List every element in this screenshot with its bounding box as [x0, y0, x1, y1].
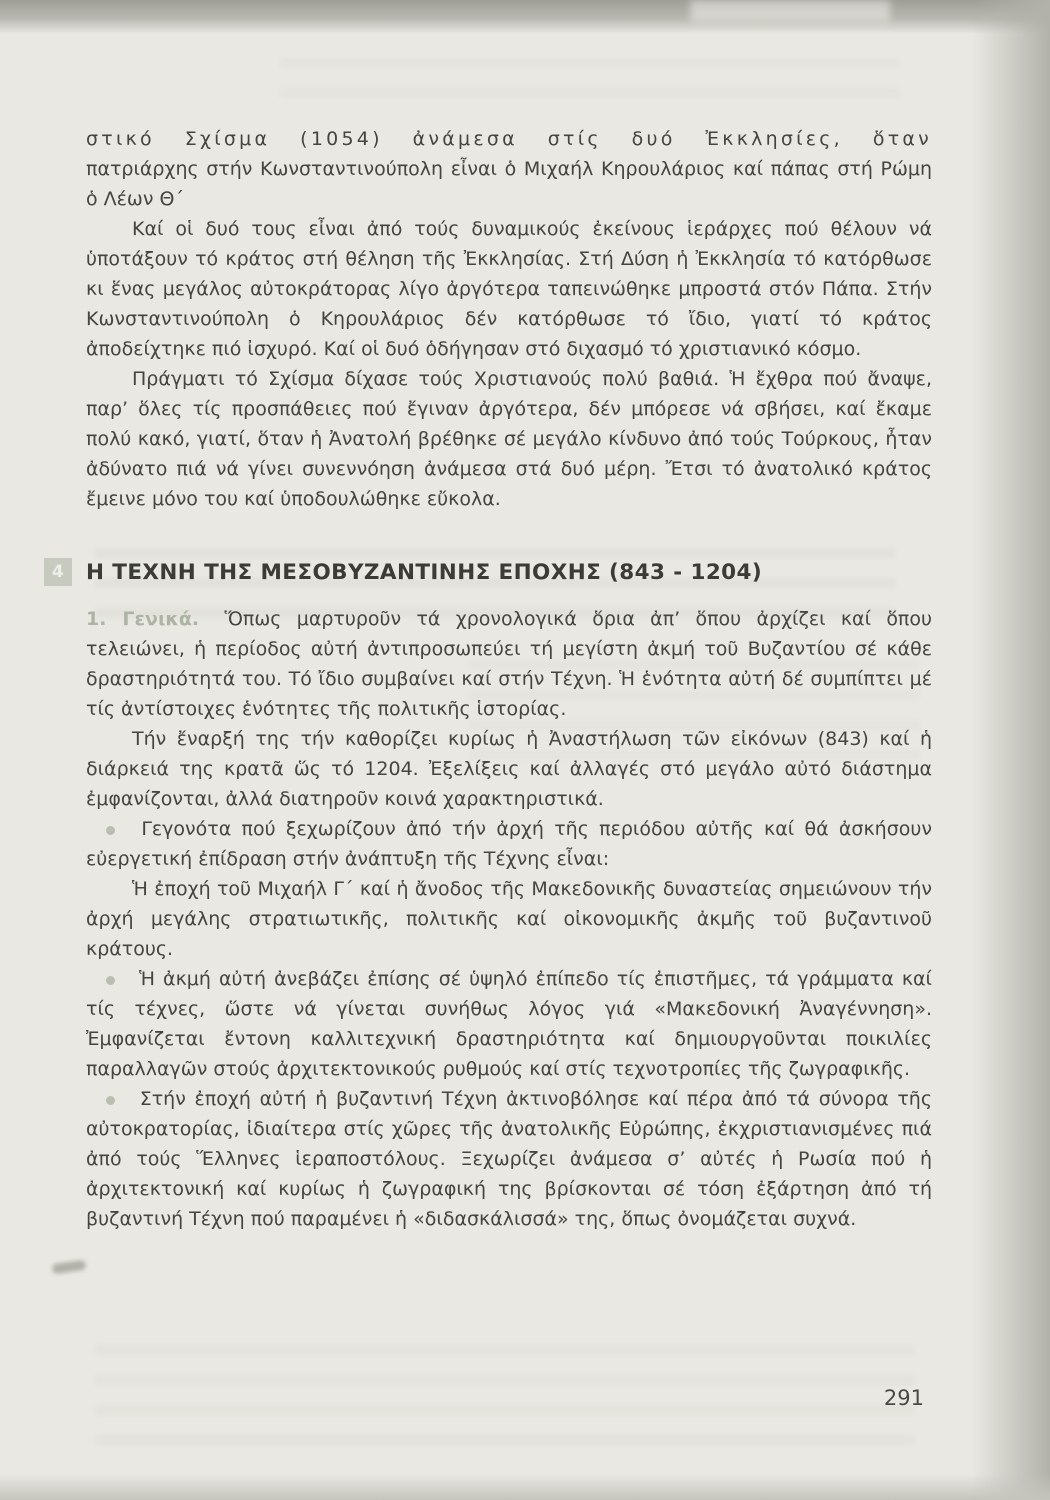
emphasized-spaced-text: στικό Σχίσμα (1054) ἀνάμεσα στίς δυό Ἐκκλησίες, ὅταν [86, 128, 932, 150]
scan-edge-bottom [0, 1474, 1050, 1500]
scan-edge-top [0, 0, 1050, 34]
paragraph-text: Ἡ ἀκμή αὐτή ἀνεβάζει ἐπίσης σέ ὑψηλό ἐπίπεδο τίς ἐπιστῆμες, τά γράμματα καί τίς τέχνες, ὥστε νά γίνεται συνήθως λόγος γιά «Μακεδονική Ἀναγέννηση». Ἐμφανίζεται ἔντονη καλλιτεχνική δραστηριότητα καί δημιουργοῦνται ποικιλίες παραλλαγῶν στούς ἀρχιτεκτονικούς ρυθμούς καί στίς τεχνοτροπίες τῆς ζωγραφικῆς. [86, 968, 932, 1080]
ink-smudge [51, 1260, 86, 1275]
paragraph-text: Στήν ἐποχή αὐτή ἡ βυζαντινή Τέχνη ἀκτινοβόλησε καί πέρα ἀπό τά σύνορα τῆς αὐτοκρατορίας, ἰδιαίτερα στίς χῶρες τῆς ἀνατολικῆς Εὐρώπης, ἐκχριστιανισμένες πιά ἀπό τούς Ἕλληνες ἱεραποστόλους. Ξεχωρίζει ἀνάμεσα σ’ αὐτές ἡ Ρωσία πού ἡ ἀρχιτεκτονική καί κυρίως ἡ ζωγραφική της βρίσκονται σέ τόση ἐξάρτηση ἀπό τή βυζαντινή Τέχνη πού παραμένει ἡ «διδασκάλισσά» της, ὅπως ὀνομάζεται συχνά. [86, 1088, 932, 1230]
scan-edge-top-highlight [690, 0, 890, 22]
page-body-text [51, 124, 932, 1234]
paragraph-schism-effects: Πράγματι τό Σχίσμα δίχασε τούς Χριστιανούς πολύ βαθιά. Ἡ ἔχθρα πού ἄναψε, παρ’ ὅλες τίς προσπάθειες πού ἔγιναν ἀργότερα, δέν μπόρεσε νά σβήσει, καί ἔκαμε πολύ κακό, γιατί, ὅταν ἡ Ἀνατολή βρέθηκε σέ μεγάλο κίνδυνο ἀπό τούς Τούρκους, ἦταν ἀδύνατο πιά νά γίνει συνεννόηση ἀνάμεσα στά δυό μέρη. Ἔτσι τό ἀνατολικό κράτος ἔμεινε μόνο του καί ὑποδουλώθηκε εὔκολα. [86, 368, 932, 510]
bullet-icon [106, 1096, 115, 1105]
subsection-label: 1. Γενικά. [86, 608, 200, 630]
paragraph-general [86, 604, 932, 724]
bullet-paragraph-renaissance [86, 964, 932, 1084]
bleedthrough-artifact [95, 1345, 915, 1455]
paragraph-text: Γεγονότα πού ξεχωρίζουν ἀπό τήν ἀρχή τῆς περιόδου αὐτῆς καί θά ἀσκήσουν εὐεργετική ἐπίδραση στήν ἀνάπτυξη τῆς Τέχνης εἶναι: [86, 818, 932, 870]
paragraph-text: Ὅπως μαρτυροῦν τά χρονολογικά ὅρια ἀπ’ ὅπου ἀρχίζει καί ὅπου τελειώνει, ἡ περίοδος αὐτή ἀντιπροσωπεύει τή μεγίστη ἀκμή τοῦ Βυζαντίου σέ κάθε δραστηριότητά του. Τό ἴδιο συμβαίνει καί στήν Τέχνη. Ἡ ἑνότητα αὐτή δέ συμπίπτει μέ τίς ἀντίστοιχες ἑνότητες τῆς πολιτικῆς ἱστορίας. [86, 608, 932, 720]
section-number-badge: 4 [44, 558, 72, 586]
section-heading [51, 558, 932, 588]
paragraph-continued-from-previous-page [86, 124, 932, 214]
bullet-icon [106, 976, 115, 985]
scan-edge-right [972, 0, 1050, 1500]
paragraph-hierarchs: Καί οἱ δυό τους εἶναι ἀπό τούς δυναμικούς ἐκείνους ἱεράρχες πού θέλουν νά ὑποτάξουν τό κράτος στή θέληση τῆς Ἐκκλησίας. Στή Δύση ἡ Ἐκκλησία τό κατόρθωσε κι ἕνας μεγάλος αὐτοκράτορας λίγο ἀργότερα ταπεινώθηκε μπροστά στόν Πάπα. Στήν Κωνσταντινούπολη ὁ Κηρουλάριος δέν κατόρθωσε τό ἴδιο, γιατί τό κράτος ἀποδείχτηκε πιό ἰσχυρό. Καί οἱ δυό ὁδήγησαν στό διχασμό τό χριστιανικό κόσμο. [86, 218, 932, 360]
bullet-paragraph-radiance [86, 1084, 932, 1234]
page-number: 291 [883, 1386, 924, 1410]
paragraph-period-start: Τήν ἔναρξή της τήν καθορίζει κυρίως ἡ Ἀναστήλωση τῶν εἰκόνων (843) καί ἡ διάρκειά της κρατᾶ ὥς τό 1204. Ἐξελίξεις καί ἀλλαγές στό μεγάλο αὐτό διάστημα ἐμφανίζονται, ἀλλά διατηροῦν κοινά χαρακτηριστικά. [86, 728, 932, 810]
paragraph-michael-dynasty: Ἡ ἐποχή τοῦ Μιχαήλ Γ΄ καί ἡ ἄνοδος τῆς Μακεδονικῆς δυναστείας σημειώνουν τήν ἀρχή μεγάλης στρατιωτικῆς, πολιτικῆς καί οἰκονομικῆς ἀκμῆς τοῦ βυζαντινοῦ κράτους. [86, 878, 932, 960]
paragraph-text: πατριάρχης στήν Κωνσταντινούπολη εἶναι ὁ Μιχαήλ Κηρουλάριος καί πάπας στή Ρώμη ὁ Λέων Θ΄ [86, 158, 932, 210]
bullet-icon [106, 826, 115, 835]
bullet-paragraph-events [86, 814, 932, 874]
bleedthrough-artifact [280, 58, 900, 110]
section-title: Η ΤΕΧΝΗ ΤΗΣ ΜΕΣΟΒΥΖΑΝΤΙΝΗΣ ΕΠΟΧΗΣ (843 - 1204) [86, 560, 763, 585]
